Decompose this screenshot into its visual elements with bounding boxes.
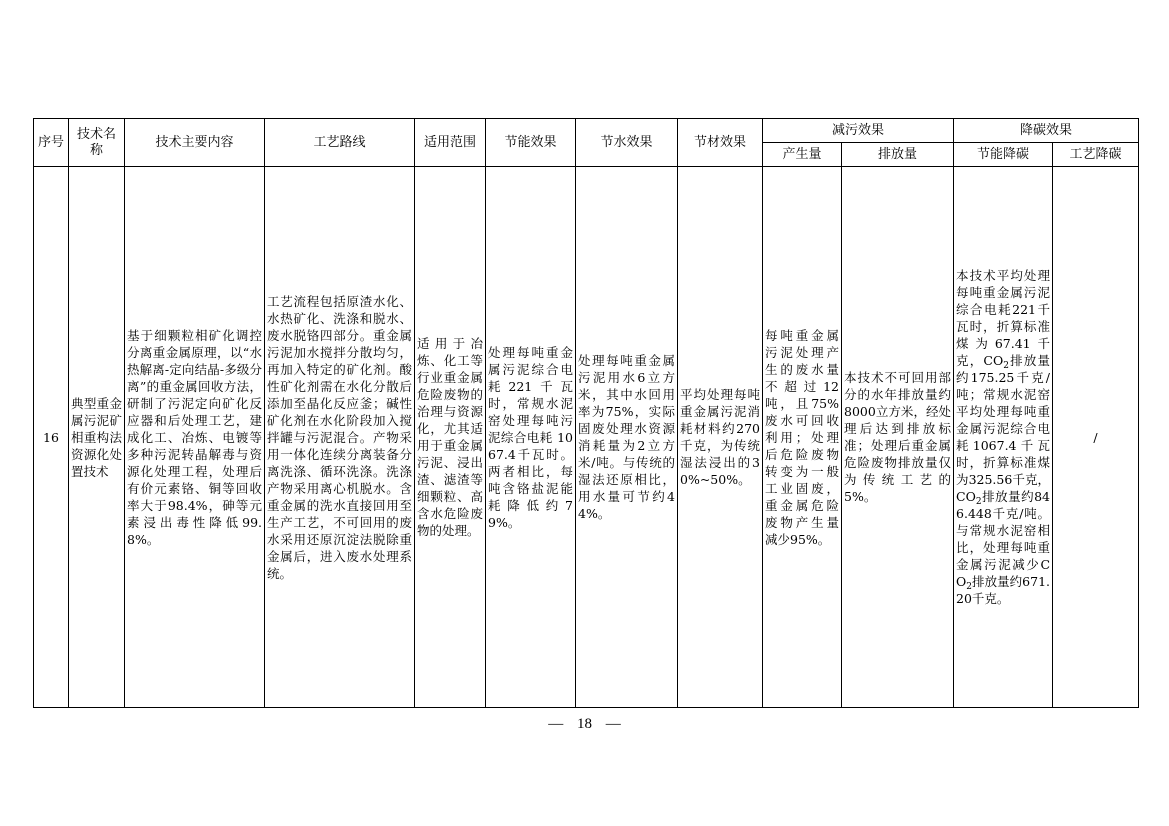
- cell-seq: 16: [34, 167, 69, 708]
- cell-process-route: 工艺流程包括原渣水化、水热矿化、洗涤和脱水、废水脱铬四部分。重金属污泥加水搅拌分散均匀，再加入特定的矿化剂。酸性矿化剂需在水化分散后添加至晶化反应釜；碱性矿化剂在水化阶段加入搅拌罐与污泥混合。产物采用一体化连续分离装备分离洗涤、循环洗涤。洗涤产物采用离心机脱水。含重金属的洗水直接回用至生产工艺，不可回用的废水采用还原沉淀法脱除重金属后，进入废水处理系统。: [265, 167, 415, 708]
- table-row: [34, 167, 1139, 708]
- header-process-route: 工艺路线: [265, 119, 415, 167]
- cell-water-saving: 处理每吨重金属污泥用水6立方米，其中水回用率为75%，实际固废处理水资源消耗量为2立方米/吨。与传统的湿法还原相比，用水量可节约44%。: [576, 167, 678, 708]
- header-seq: 序号: [34, 119, 69, 167]
- page-number-value: 18: [577, 716, 592, 732]
- header-pollution-reduction: 减污效果: [763, 119, 954, 143]
- header-process-carbon: 工艺降碳: [1053, 143, 1139, 167]
- cell-tech-name: 典型重金属污泥矿相重构法资源化处置技术: [69, 167, 125, 708]
- cell-energy-carbon: 本技术平均处理每吨重金属污泥综合电耗221千瓦时，折算标准煤为67.41千克，$CO_2$排放量约175.25千克/吨；常规水泥窑平均处理每吨重金属污泥综合电耗1067.4千瓦时，折算标准煤为325.56千克，$CO_2$排放量约846.448千克/吨。与常规水泥窑相比，处理每吨重金属污泥减少$CO_2$排放量约671.20千克。: [954, 167, 1053, 708]
- header-energy-carbon: 节能降碳: [954, 143, 1053, 167]
- header-scope: 适用范围: [415, 119, 486, 167]
- technology-table: [33, 118, 1139, 708]
- header-energy-saving: 节能效果: [486, 119, 576, 167]
- cell-scope: 适用于冶炼、化工等行业重金属危险废物的治理与资源化，尤其适用于重金属污泥、浸出渣、滤渣等细颗粒、高含水危险废物的处理。: [415, 167, 486, 708]
- header-production: 产生量: [763, 143, 842, 167]
- header-tech-name: 技术名称: [69, 119, 125, 167]
- page-dash-left: —: [548, 716, 564, 732]
- page-number: [0, 716, 1169, 733]
- header-carbon-reduction: 降碳效果: [954, 119, 1139, 143]
- cell-emission: 本技术不可回用部分的水年排放量约8000立方米，经处理后达到排放标准；处理后重金属危险废物排放量仅为传统工艺的5%。: [842, 167, 954, 708]
- page-dash-right: —: [605, 716, 621, 732]
- header-material-saving: 节材效果: [678, 119, 763, 167]
- header-water-saving: 节水效果: [576, 119, 678, 167]
- cell-process-carbon: /: [1053, 167, 1139, 708]
- cell-energy-saving: 处理每吨重金属污泥综合电耗221千瓦时，常规水泥窑处理每吨污泥综合电耗 1067.4千瓦时。两者相比，每吨含铬盐泥能耗降低约79%。: [486, 167, 576, 708]
- cell-production: 每吨重金属污泥处理产生的废水量不超过12吨，且75%废水可回收利用；处理后危险废物转变为一般工业固废，重金属危险废物产生量减少95%。: [763, 167, 842, 708]
- header-main-content: 技术主要内容: [125, 119, 265, 167]
- cell-main-content: 基于细颗粒相矿化调控分离重金属原理，以“水热解离-定向结晶-多级分离”的重金属回收方法，研制了污泥定向矿化反应器和后处理工艺，建成化工、冶炼、电镀等多种污泥转晶解毒与资源化处理工程，处理后有价元素铬、铜等回收率大于98.4%，砷等元素浸出毒性降低99.8%。: [125, 167, 265, 708]
- cell-material-saving: 平均处理每吨重金属污泥消耗材料约270千克，为传统湿法浸出的30%~50%。: [678, 167, 763, 708]
- header-emission: 排放量: [842, 143, 954, 167]
